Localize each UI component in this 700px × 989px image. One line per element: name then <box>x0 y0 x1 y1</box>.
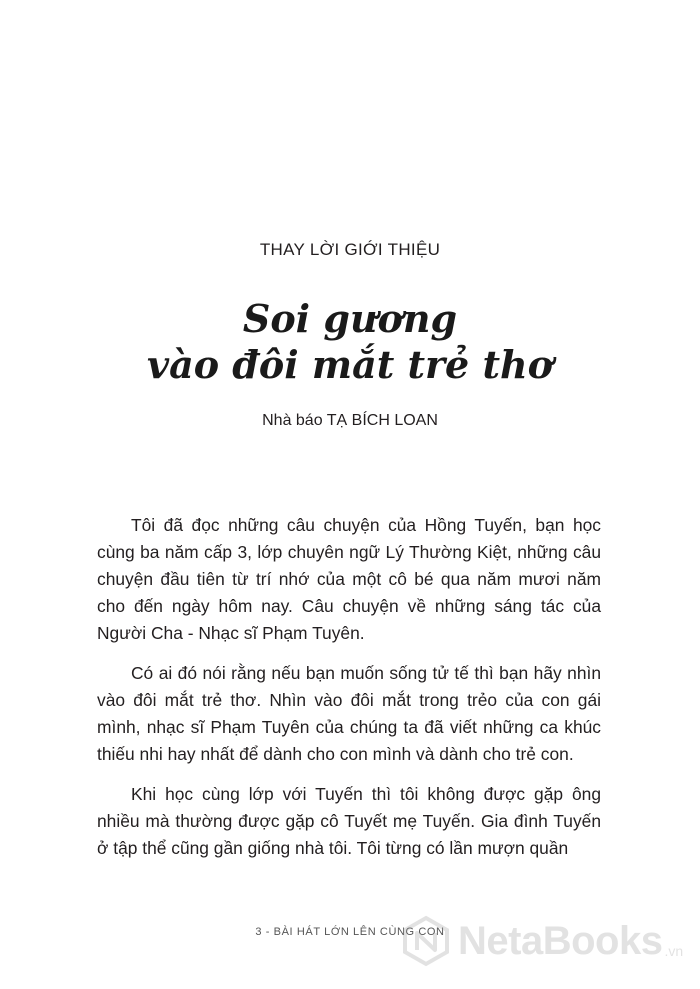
title-line-2: vào đôi mắt trẻ thơ <box>147 342 553 387</box>
body-text <box>97 512 601 875</box>
title-line-1: Soi gương <box>242 296 458 341</box>
watermark-brand: NetaBooks <box>458 918 663 963</box>
paragraph: Khi học cùng lớp với Tuyến thì tôi không được gặp ông nhiều mà thường được gặp cô Tuyết mẹ Tuyến. Gia đình Tuyến ở tập thể cũng gần giống nhà tôi. Tôi từng có lần mượn quần <box>97 784 601 858</box>
author-byline: Nhà báo TẠ BÍCH LOAN <box>262 412 438 429</box>
running-footer: 3 - BÀI HÁT LỚN LÊN CÙNG CON <box>255 926 445 938</box>
watermark <box>400 909 700 973</box>
paragraph: Có ai đó nói rằng nếu bạn muốn sống tử tế thì bạn hãy nhìn vào đôi mắt trẻ thơ. Nhìn vào đôi mắt trong trẻo của con gái mình, nhạc sĩ Phạm Tuyên của chúng ta đã viết những ca khúc thiếu nhi hay nhất để dành cho con mình và dành cho trẻ con. <box>97 663 601 764</box>
netabooks-logo-icon <box>400 915 452 967</box>
watermark-tld: .vn <box>664 943 684 959</box>
section-eyebrow: THAY LỜI GIỚI THIỆU <box>259 240 441 259</box>
page-title <box>0 296 700 388</box>
paragraph: Tôi đã đọc những câu chuyện của Hồng Tuyến, bạn học cùng ba năm cấp 3, lớp chuyên ngữ Lý Thường Kiệt, những câu chuyện đầu tiên từ trí nhớ của một cô bé qua năm mươi năm cho đến ngày hôm nay. Câu chuyện về những sáng tác của Người Cha - Nhạc sĩ Phạm Tuyên. <box>97 515 601 643</box>
